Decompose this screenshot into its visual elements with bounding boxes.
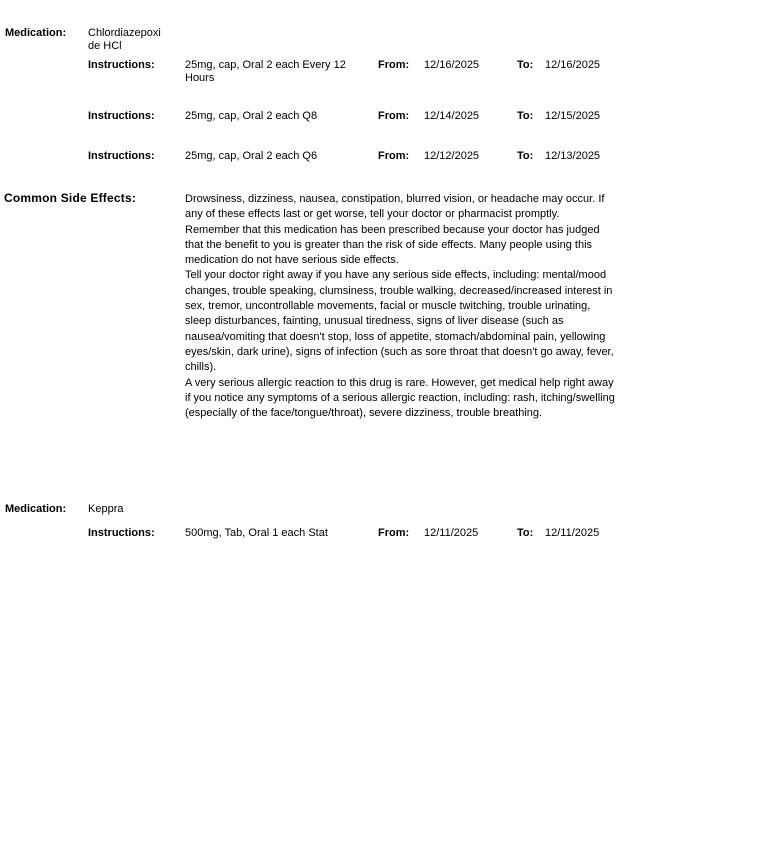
from-date: 12/12/2025 bbox=[424, 150, 480, 162]
instructions-label: Instructions: bbox=[88, 110, 155, 122]
side-effects-paragraph: A very serious allergic reaction to this drug is rare. However, get medical help right away if you notice any symptoms of a serious allergic reaction, including: rash, itching/swelling (especially of the face/tongue/throat), severe dizziness, trouble breathing. bbox=[185, 376, 615, 420]
side-effects-text bbox=[185, 192, 619, 421]
medication-name-line: de HCl bbox=[88, 40, 122, 52]
instruction-dose-line: 25mg, cap, Oral 2 each Q8 bbox=[185, 110, 318, 122]
instructions-label: Instructions: bbox=[88, 59, 155, 71]
instruction-dose bbox=[185, 150, 317, 163]
from-label: From: bbox=[378, 110, 410, 122]
from-date: 12/11/2025 bbox=[424, 527, 479, 539]
side-effects-paragraph: Remember that this medication has been prescribed because your doctor has judged that the benefit to you is greater than the risk of side effects. Many people using this medication do not have serious side effects. bbox=[185, 223, 600, 267]
to-date: 12/13/2025 bbox=[545, 150, 601, 162]
instruction-dose bbox=[185, 527, 328, 540]
side-effects-paragraph: Tell your doctor right away if you have any serious side effects, including: mental/mood changes, trouble speaking, clumsiness, trouble walking, decreased/increased interest in sex, tremor, uncontrollable movements, facial or muscle twitching, trouble urinating, sleep disturbances, fainting, unusual tiredness, signs of liver disease (such as nausea/vomiting that doesn't stop, loss of appetite, stomach/abdominal pain, yellowing eyes/skin, dark urine), signs of infection (such as sore throat that doesn't go away, fever, chills). bbox=[185, 269, 614, 374]
from-label: From: bbox=[378, 527, 410, 539]
to-date: 12/16/2025 bbox=[545, 59, 601, 71]
from-label: From: bbox=[378, 59, 410, 71]
to-label: To: bbox=[517, 150, 534, 162]
instruction-dose bbox=[185, 59, 346, 85]
medication-label: Medication: bbox=[5, 503, 67, 515]
instruction-dose-line: 25mg, cap, Oral 2 each Every 12 bbox=[185, 59, 346, 71]
instruction-dose-line: 25mg, cap, Oral 2 each Q6 bbox=[185, 150, 318, 162]
side-effects-label: Common Side Effects: bbox=[4, 191, 137, 205]
to-label: To: bbox=[517, 110, 534, 122]
to-label: To: bbox=[517, 527, 534, 539]
instructions-label: Instructions: bbox=[88, 527, 155, 539]
medication-name-line: Keppra bbox=[88, 503, 124, 515]
medication-name bbox=[88, 503, 188, 516]
to-label: To: bbox=[517, 59, 534, 71]
instructions-label: Instructions: bbox=[88, 150, 155, 162]
to-date: 12/15/2025 bbox=[545, 110, 601, 122]
from-date: 12/14/2025 bbox=[424, 110, 480, 122]
medication-name-line: Chlordiazepoxi bbox=[88, 27, 161, 39]
medication-name bbox=[88, 27, 188, 53]
instruction-dose-line: 500mg, Tab, Oral 1 each Stat bbox=[185, 527, 328, 539]
medication-label: Medication: bbox=[5, 27, 67, 39]
from-label: From: bbox=[378, 150, 410, 162]
side-effects-paragraph: Drowsiness, dizziness, nausea, constipation, blurred vision, or headache may occur. If any of these effects last or get worse, tell your doctor or pharmacist promptly. bbox=[185, 193, 605, 221]
instruction-dose bbox=[185, 110, 317, 123]
instruction-dose-line: Hours bbox=[185, 72, 215, 84]
to-date: 12/11/2025 bbox=[545, 527, 600, 539]
from-date: 12/16/2025 bbox=[424, 59, 480, 71]
